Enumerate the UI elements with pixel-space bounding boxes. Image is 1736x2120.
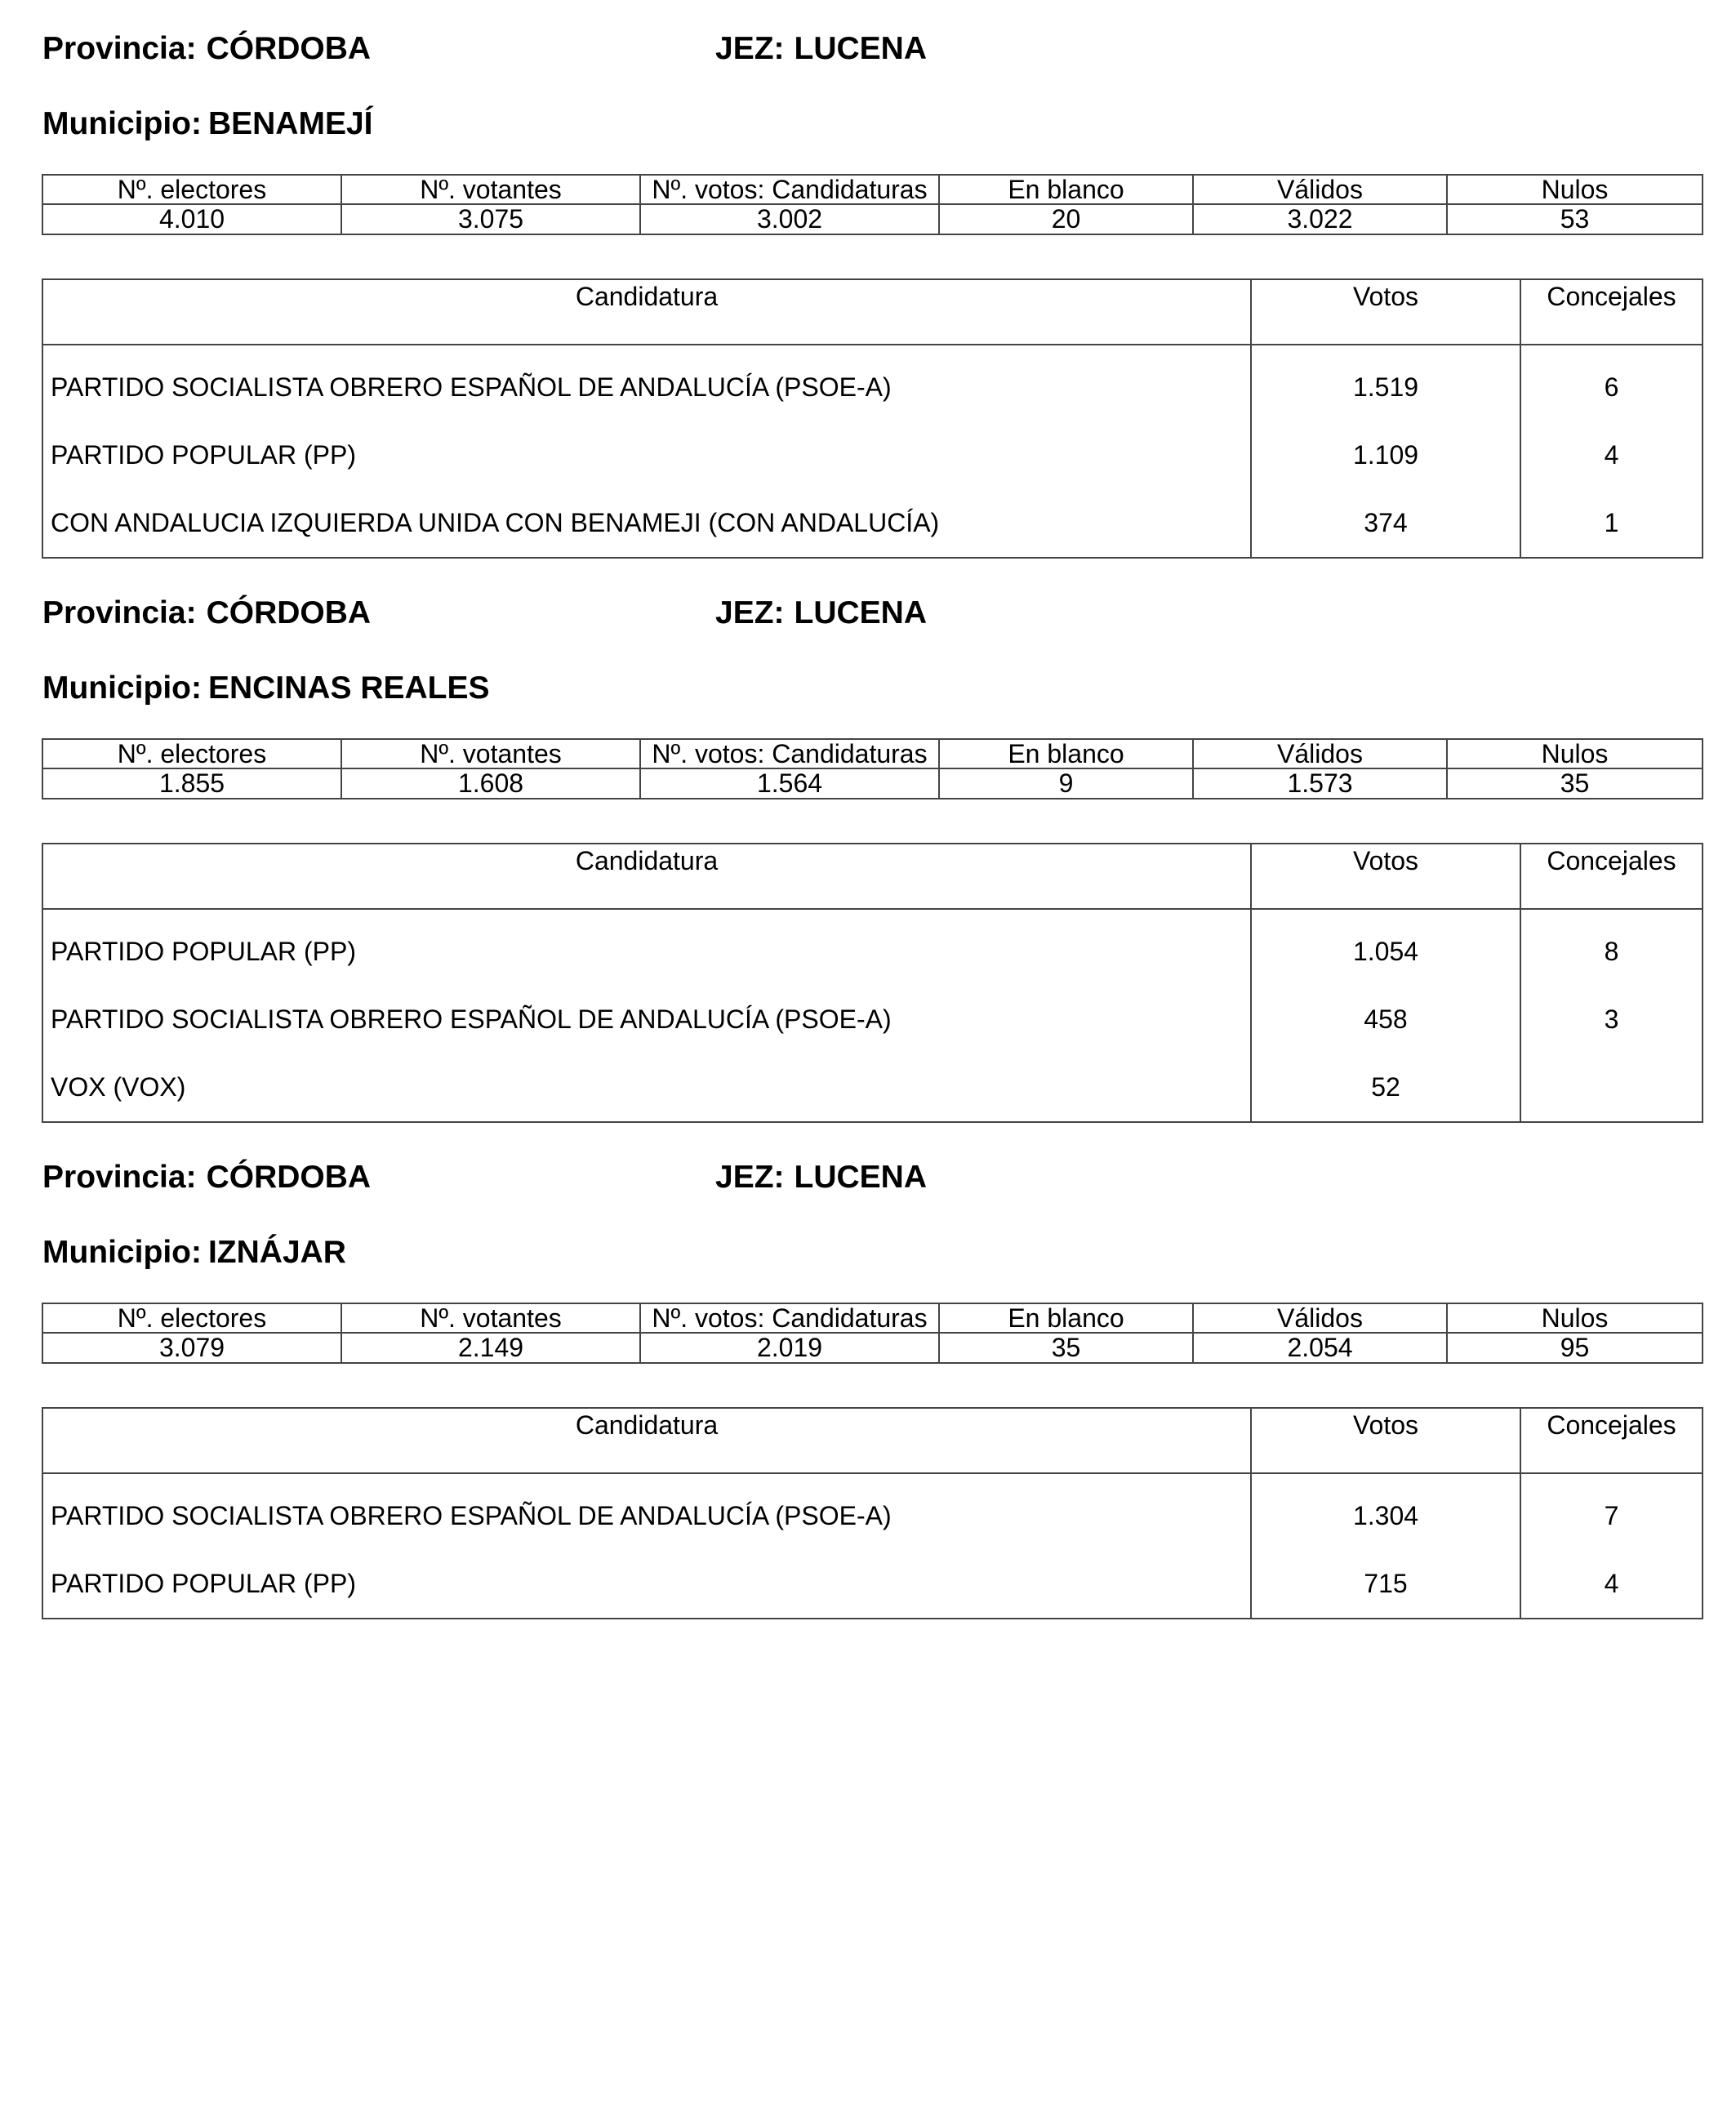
candidatura-row: [42, 489, 1703, 558]
header-candidatura: Candidatura: [42, 1408, 1251, 1473]
candidatura-concejales: 1: [1520, 489, 1703, 558]
stats-value-electores: 3.079: [42, 1333, 341, 1363]
candidatura-name: PARTIDO SOCIALISTA OBRERO ESPAÑOL DE ANDALUCÍA (PSOE-A): [42, 986, 1251, 1053]
stats-value-en-blanco: 20: [939, 204, 1193, 234]
municipio-heading: Municipio: ENCINAS REALES: [42, 670, 490, 706]
stats-header-nulos: Nulos: [1447, 175, 1703, 204]
stats-value-validos: 2.054: [1193, 1333, 1447, 1363]
stats-values-row: [42, 1333, 1703, 1363]
stats-header-nulos: Nulos: [1447, 1303, 1703, 1333]
municipio-block-encinas-reales: [0, 564, 1736, 1129]
candidatura-name: PARTIDO SOCIALISTA OBRERO ESPAÑOL DE ANDALUCÍA (PSOE-A): [42, 1473, 1251, 1550]
municipio-value: ENCINAS REALES: [207, 670, 490, 706]
stats-value-votantes: 1.608: [341, 768, 640, 799]
stats-header-electores: Nº. electores: [42, 175, 341, 204]
candidatura-votos: 1.109: [1251, 421, 1520, 489]
candidatura-concejales: 6: [1520, 345, 1703, 421]
candidatura-name: PARTIDO POPULAR (PP): [42, 421, 1251, 489]
stats-header-en-blanco: En blanco: [939, 739, 1193, 768]
jez-heading: JEZ: LUCENA: [715, 31, 928, 66]
stats-value-validos: 1.573: [1193, 768, 1447, 799]
stats-header-row: [42, 739, 1703, 768]
jez-value: LUCENA: [794, 595, 928, 630]
stats-value-en-blanco: 9: [939, 768, 1193, 799]
candidatura-row: [42, 1473, 1703, 1550]
stats-header-votos-candidaturas: Nº. votos: Candidaturas: [640, 175, 939, 204]
municipio-heading: Municipio: IZNÁJAR: [42, 1235, 346, 1270]
header-votos: Votos: [1251, 279, 1520, 345]
stats-values-row: [42, 768, 1703, 799]
provincia-value: CÓRDOBA: [206, 1160, 372, 1195]
municipio-heading: Municipio: BENAMEJÍ: [42, 106, 373, 141]
candidatura-concejales: [1520, 1053, 1703, 1122]
stats-table: [42, 1303, 1703, 1364]
stats-value-validos: 3.022: [1193, 204, 1447, 234]
candidatura-concejales: 3: [1520, 986, 1703, 1053]
candidatura-row: [42, 1053, 1703, 1122]
candidatura-votos: 1.054: [1251, 909, 1520, 986]
header-votos: Votos: [1251, 844, 1520, 909]
provincia-heading: Provincia: CÓRDOBA: [42, 595, 372, 630]
candidaturas-header-row: [42, 1408, 1703, 1473]
municipio-value: BENAMEJÍ: [207, 106, 373, 141]
candidatura-name: CON ANDALUCIA IZQUIERDA UNIDA CON BENAMEJI (CON ANDALUCÍA): [42, 489, 1251, 558]
jez-heading: JEZ: LUCENA: [715, 595, 928, 630]
candidaturas-table: [42, 843, 1703, 1123]
stats-header-electores: Nº. electores: [42, 739, 341, 768]
provincia-heading: Provincia: CÓRDOBA: [42, 1160, 372, 1195]
candidatura-votos: 1.519: [1251, 345, 1520, 421]
stats-header-electores: Nº. electores: [42, 1303, 341, 1333]
stats-header-votantes: Nº. votantes: [341, 1303, 640, 1333]
stats-value-electores: 4.010: [42, 204, 341, 234]
header-votos: Votos: [1251, 1408, 1520, 1473]
stats-header-validos: Válidos: [1193, 175, 1447, 204]
candidatura-votos: 374: [1251, 489, 1520, 558]
stats-value-votantes: 2.149: [341, 1333, 640, 1363]
candidatura-row: [42, 986, 1703, 1053]
jez-heading: JEZ: LUCENA: [715, 1160, 928, 1195]
stats-value-en-blanco: 35: [939, 1333, 1193, 1363]
candidatura-row: [42, 1550, 1703, 1619]
jez-value: LUCENA: [794, 31, 928, 66]
stats-value-nulos: 53: [1447, 204, 1703, 234]
stats-value-electores: 1.855: [42, 768, 341, 799]
header-concejales: Concejales: [1520, 279, 1703, 345]
stats-value-votos-candidaturas: 2.019: [640, 1333, 939, 1363]
provincia-value: CÓRDOBA: [206, 595, 372, 630]
provincia-value: CÓRDOBA: [206, 31, 372, 66]
candidaturas-header-row: [42, 844, 1703, 909]
stats-table: [42, 174, 1703, 235]
stats-header-row: [42, 1303, 1703, 1333]
candidatura-votos: 458: [1251, 986, 1520, 1053]
candidatura-name: PARTIDO SOCIALISTA OBRERO ESPAÑOL DE ANDALUCÍA (PSOE-A): [42, 345, 1251, 421]
stats-header-row: [42, 175, 1703, 204]
stats-value-nulos: 95: [1447, 1333, 1703, 1363]
jez-value: LUCENA: [794, 1160, 928, 1195]
municipio-block-benameji: [0, 0, 1736, 564]
stats-header-nulos: Nulos: [1447, 739, 1703, 768]
stats-header-votantes: Nº. votantes: [341, 739, 640, 768]
stats-header-votantes: Nº. votantes: [341, 175, 640, 204]
candidatura-votos: 715: [1251, 1550, 1520, 1619]
candidatura-votos: 1.304: [1251, 1473, 1520, 1550]
candidatura-votos: 52: [1251, 1053, 1520, 1122]
candidaturas-header-row: [42, 279, 1703, 345]
stats-header-en-blanco: En blanco: [939, 1303, 1193, 1333]
stats-value-votos-candidaturas: 3.002: [640, 204, 939, 234]
stats-value-votantes: 3.075: [341, 204, 640, 234]
header-candidatura: Candidatura: [42, 279, 1251, 345]
stats-value-votos-candidaturas: 1.564: [640, 768, 939, 799]
candidatura-name: PARTIDO POPULAR (PP): [42, 1550, 1251, 1619]
municipio-block-iznajar: [0, 1129, 1736, 1693]
stats-header-votos-candidaturas: Nº. votos: Candidaturas: [640, 1303, 939, 1333]
candidatura-row: [42, 421, 1703, 489]
header-concejales: Concejales: [1520, 844, 1703, 909]
stats-header-votos-candidaturas: Nº. votos: Candidaturas: [640, 739, 939, 768]
stats-values-row: [42, 204, 1703, 234]
candidaturas-table: [42, 1407, 1703, 1619]
candidatura-row: [42, 345, 1703, 421]
candidatura-row: [42, 909, 1703, 986]
provincia-heading: Provincia: CÓRDOBA: [42, 31, 372, 66]
stats-header-validos: Válidos: [1193, 1303, 1447, 1333]
stats-table: [42, 738, 1703, 799]
candidatura-concejales: 4: [1520, 1550, 1703, 1619]
candidatura-concejales: 8: [1520, 909, 1703, 986]
candidatura-concejales: 7: [1520, 1473, 1703, 1550]
header-candidatura: Candidatura: [42, 844, 1251, 909]
stats-header-validos: Válidos: [1193, 739, 1447, 768]
candidatura-concejales: 4: [1520, 421, 1703, 489]
candidatura-name: PARTIDO POPULAR (PP): [42, 909, 1251, 986]
header-concejales: Concejales: [1520, 1408, 1703, 1473]
stats-header-en-blanco: En blanco: [939, 175, 1193, 204]
stats-value-nulos: 35: [1447, 768, 1703, 799]
municipio-value: IZNÁJAR: [207, 1235, 346, 1270]
candidatura-name: VOX (VOX): [42, 1053, 1251, 1122]
candidaturas-table: [42, 278, 1703, 559]
